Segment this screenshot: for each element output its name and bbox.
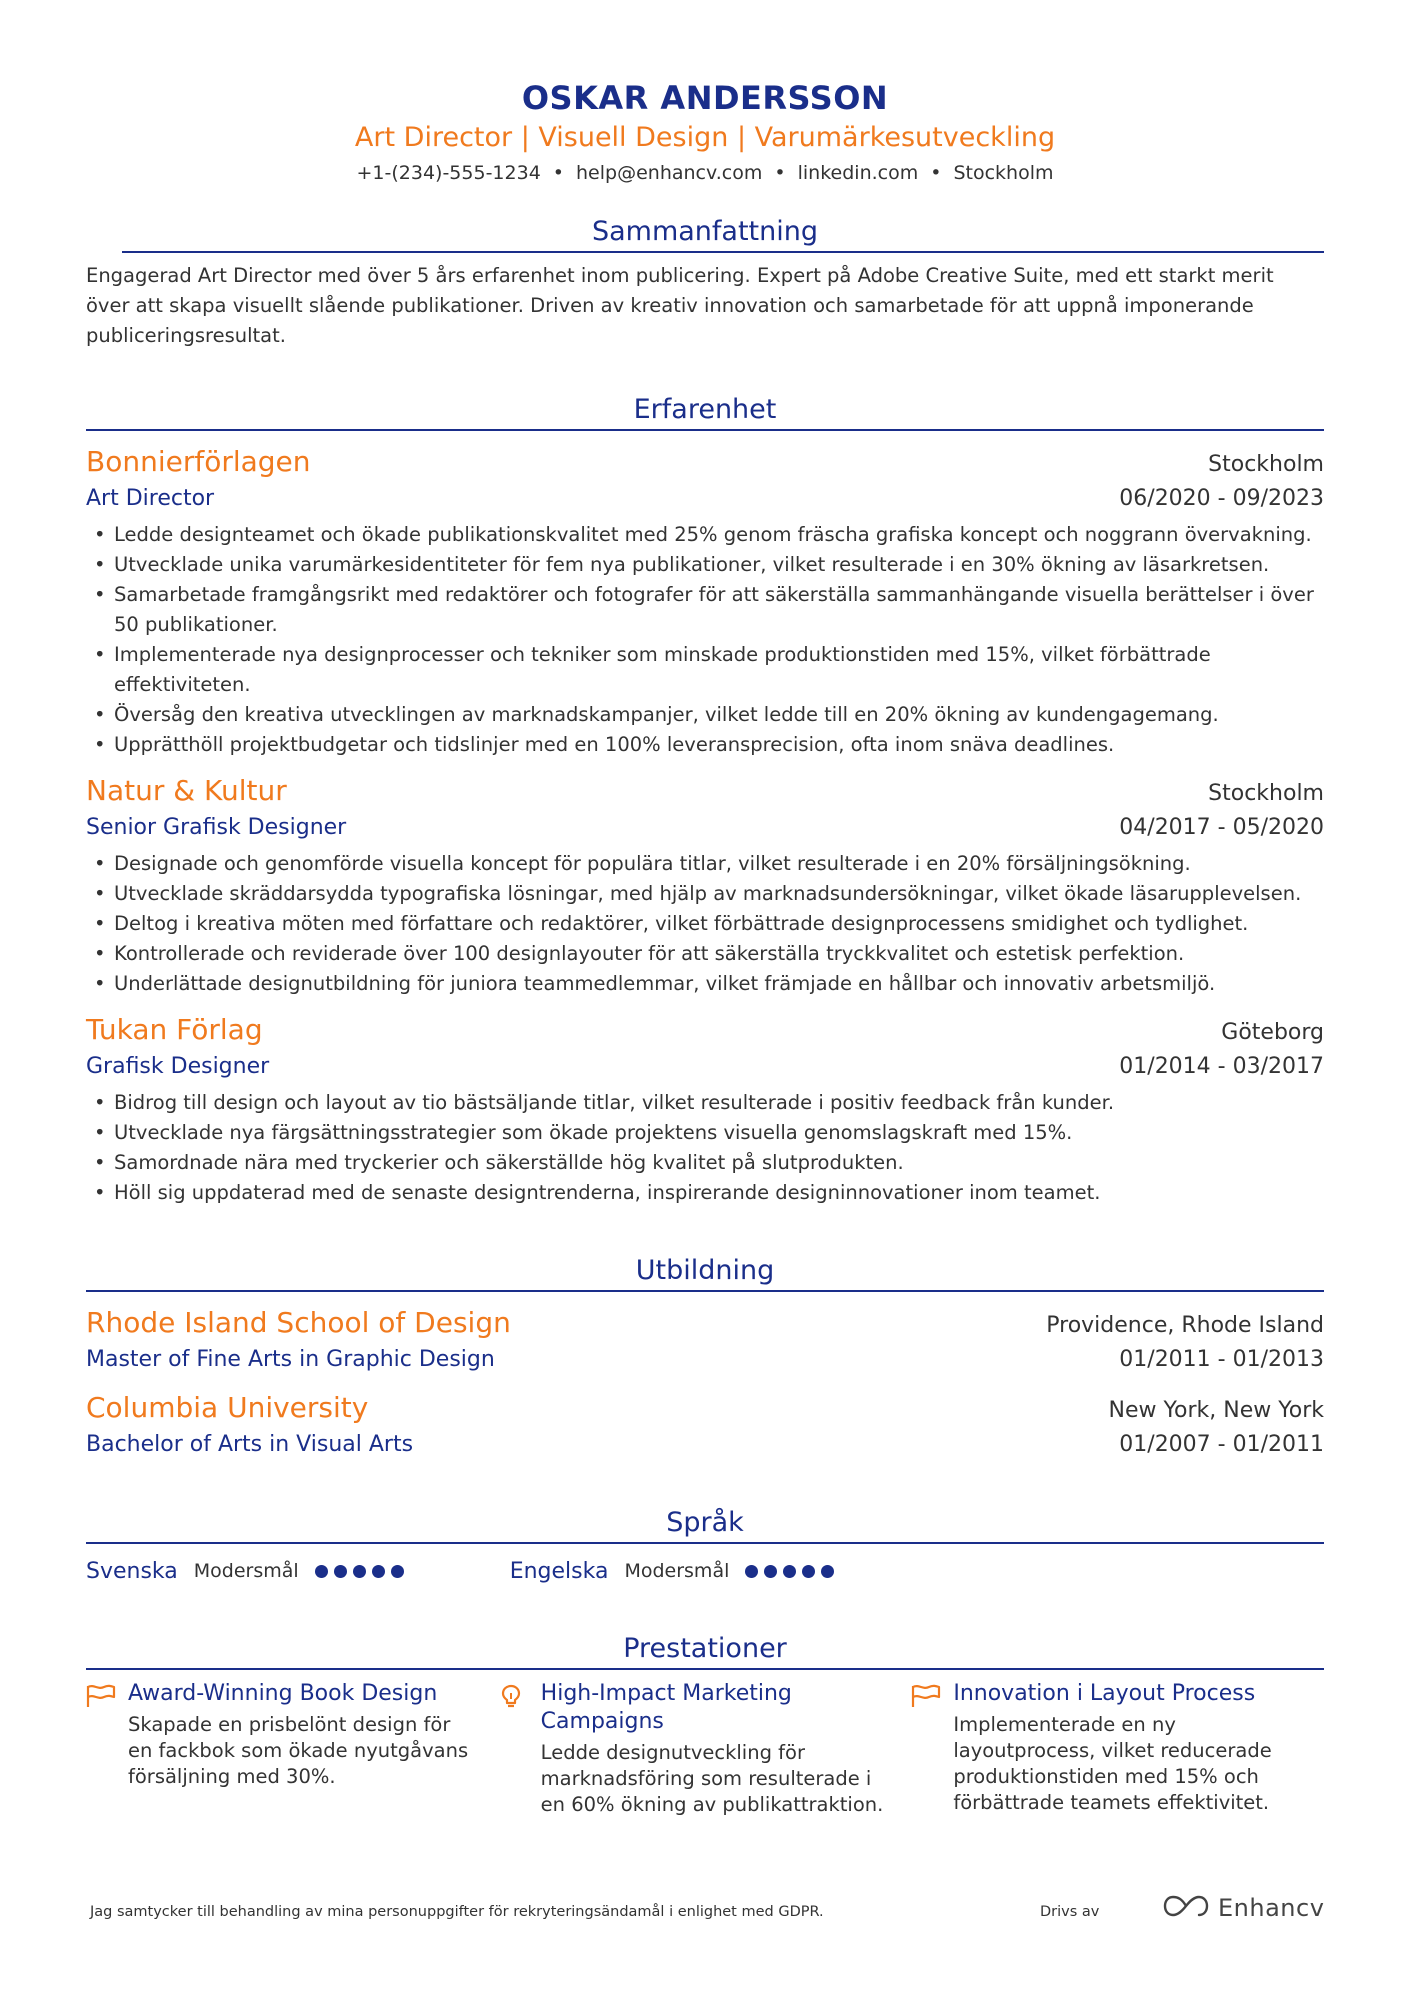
separator-dot: • <box>774 162 786 184</box>
section-divider <box>86 1542 1324 1544</box>
brand-name: Enhancv <box>1218 1894 1325 1922</box>
job-dates: 01/2014 - 03/2017 <box>1119 1054 1324 1079</box>
job-bullets <box>86 849 1324 999</box>
job-bullets <box>86 1088 1324 1208</box>
language-level: Modersmål <box>624 1560 730 1582</box>
company-name: Tukan Förlag <box>86 1013 263 1046</box>
rating-dot <box>353 1565 366 1578</box>
education-dates: 01/2007 - 01/2011 <box>1119 1432 1324 1457</box>
language-item <box>510 1559 841 1584</box>
bullet-item: • Implementerade nya designprocesser och tekniker som minskade produktionstiden med 15%, vilket förbättrade effektiviteten. <box>86 640 1324 700</box>
bullet-item: • Ledde designteamet och ökade publikationskvalitet med 25% genom fräscha grafiska koncept och noggrann övervakning. <box>86 520 1324 550</box>
section-title: Utbildning <box>635 1255 775 1286</box>
bullet-item: • Underlättade designutbildning för juniora teammedlemmar, vilket främjade en hållbar och innovativ arbetsmiljö. <box>86 969 1324 999</box>
candidate-name: OSKAR ANDERSSON <box>521 79 889 117</box>
gdpr-consent: Jag samtycker till behandling av mina personuppgifter för rekryteringsändamål i enlighet med GDPR. <box>90 1904 824 1920</box>
achievement-item <box>499 1680 912 1818</box>
bullet-item: • Deltog i kreativa möten med författare och redaktörer, vilket förbättrade designprocessens smidighet och tydlighet. <box>86 909 1324 939</box>
achievement-title: High-Impact Marketing Campaigns <box>540 1681 792 1734</box>
experience-entry <box>86 443 1324 760</box>
school-location: Providence, Rhode Island <box>1046 1313 1324 1338</box>
job-title: Art Director <box>86 486 215 511</box>
achievement-title: Award-Winning Book Design <box>128 1681 438 1706</box>
bullet-item: • Kontrollerade och reviderade över 100 designlayouter för att säkerställa tryckkvalitet och estetisk perfektion. <box>86 939 1324 969</box>
rating-dot <box>745 1565 758 1578</box>
achievements-section <box>86 1630 1324 1818</box>
rating-dot <box>783 1565 796 1578</box>
enhancv-logo[interactable] <box>1162 1894 1324 1922</box>
education-dates: 01/2011 - 01/2013 <box>1119 1347 1324 1372</box>
section-divider <box>86 429 1324 431</box>
section-title: Erfarenhet <box>633 394 777 425</box>
degree: Bachelor of Arts in Visual Arts <box>86 1432 414 1457</box>
experience-entry <box>86 772 1324 999</box>
language-rating <box>745 1565 840 1578</box>
job-location: Stockholm <box>1208 781 1324 806</box>
job-title: Senior Grafisk Designer <box>86 815 347 840</box>
rating-dot <box>764 1565 777 1578</box>
bullet-item: • Översåg den kreativa utvecklingen av marknadskampanjer, vilket ledde till en 20% ökning av kundengagemang. <box>86 700 1324 730</box>
contact-line <box>86 158 1324 188</box>
job-location: Göteborg <box>1221 1020 1324 1045</box>
summary-section <box>86 213 1324 351</box>
achievement-desc: Ledde designutveckling för marknadsföring som resulterade i en 60% ökning av publikattraktion. <box>540 1741 884 1816</box>
job-location: Stockholm <box>1208 452 1324 477</box>
email[interactable]: help@enhancv.com <box>576 162 763 184</box>
rating-dot <box>315 1565 328 1578</box>
separator-dot: • <box>930 162 942 184</box>
section-title: Språk <box>666 1507 744 1538</box>
language-item <box>86 1559 410 1584</box>
rating-dot <box>802 1565 815 1578</box>
infinity-logo-icon <box>1162 1894 1210 1922</box>
job-bullets <box>86 520 1324 760</box>
phone: +1-(234)-555-1234 <box>356 162 541 184</box>
resume-header <box>86 0 1324 188</box>
job-title: Grafisk Designer <box>86 1054 270 1079</box>
company-name: Bonnierförlagen <box>86 445 311 478</box>
section-divider <box>86 1668 1324 1670</box>
resume-page <box>86 0 1324 1995</box>
bullet-item: • Upprätthöll projektbudgetar och tidslinjer med en 100% leveransprecision, ofta inom snäva deadlines. <box>86 730 1324 760</box>
language-name: Engelska <box>509 1558 609 1584</box>
bullet-item: • Utvecklade skräddarsydda typografiska lösningar, med hjälp av marknadsundersökningar, vilket ökade läsarupplevelsen. <box>86 879 1324 909</box>
language-name: Svenska <box>86 1558 178 1584</box>
achievement-item <box>911 1680 1324 1818</box>
section-divider <box>86 1290 1324 1292</box>
flag-icon <box>911 1680 953 1818</box>
city: Stockholm <box>953 162 1054 184</box>
flag-icon <box>86 1680 128 1818</box>
achievement-title: Innovation i Layout Process <box>953 1681 1256 1706</box>
achievement-item <box>86 1680 499 1818</box>
education-section <box>86 1252 1324 1462</box>
education-entry <box>86 1389 1324 1462</box>
bullet-item: • Utvecklade unika varumärkesidentiteter för fem nya publikationer, vilket resulterade i en 30% ökning av läsarkretsen. <box>86 550 1324 580</box>
language-level: Modersmål <box>193 1560 299 1582</box>
degree: Master of Fine Arts in Graphic Design <box>86 1347 495 1372</box>
powered-by-label: Drivs av <box>1040 1904 1100 1920</box>
rating-dot <box>334 1565 347 1578</box>
linkedin-link[interactable]: linkedin.com <box>797 162 919 184</box>
school-name: Rhode Island School of Design <box>86 1306 511 1339</box>
section-title: Prestationer <box>623 1633 787 1664</box>
section-title: Sammanfattning <box>591 216 819 247</box>
rating-dot <box>391 1565 404 1578</box>
bullet-item: • Samarbetade framgångsrikt med redaktörer och fotografer för att säkerställa sammanhängande visuella berättelser i över 50 publikationer. <box>86 580 1324 640</box>
rating-dot <box>821 1565 834 1578</box>
bullet-item: • Utvecklade nya färgsättningsstrategier som ökade projektens visuella genomslagskraft med 15%. <box>86 1118 1324 1148</box>
separator-dot: • <box>552 162 565 184</box>
experience-section <box>86 391 1324 1208</box>
bullet-item: • Designade och genomförde visuella koncept för populära titlar, vilket resulterade i en 20% försäljningsökning. <box>86 849 1324 879</box>
company-name: Natur & Kultur <box>86 774 287 807</box>
headline: Art Director | Visuell Design | Varumärkesutveckling <box>354 122 1056 153</box>
achievement-desc: Implementerade en ny layoutprocess, vilket reducerade produktionstiden med 15% och förbättrade teamets effektivitet. <box>953 1713 1272 1814</box>
job-dates: 04/2017 - 05/2020 <box>1119 815 1324 840</box>
summary-text: Engagerad Art Director med över 5 års erfarenhet inom publicering. Expert på Adobe Creative Suite, med ett starkt merit över att skapa visuellt slående publikationer. Driven av kreativ innovation och samarbetade för att uppnå imponerande publiceringsresultat. <box>86 264 1274 347</box>
languages-section <box>86 1504 1324 1588</box>
lightbulb-icon <box>499 1680 541 1818</box>
achievement-desc: Skapade en prisbelönt design för en fackbok som ökade nyutgåvans försäljning med 30%. <box>128 1713 469 1788</box>
bullet-item: • Höll sig uppdaterad med de senaste designtrenderna, inspirerande designinnovationer inom teamet. <box>86 1178 1324 1208</box>
school-location: New York, New York <box>1108 1398 1324 1423</box>
school-name: Columbia University <box>86 1391 369 1424</box>
bullet-item: • Samordnade nära med tryckerier och säkerställde hög kvalitet på slutprodukten. <box>86 1148 1324 1178</box>
education-entry <box>86 1304 1324 1377</box>
bullet-item: • Bidrog till design och layout av tio bästsäljande titlar, vilket resulterade i positiv feedback från kunder. <box>86 1088 1324 1118</box>
job-dates: 06/2020 - 09/2023 <box>1119 486 1324 511</box>
experience-entry <box>86 1011 1324 1208</box>
section-divider <box>122 251 1324 253</box>
language-rating <box>315 1565 410 1578</box>
rating-dot <box>372 1565 385 1578</box>
